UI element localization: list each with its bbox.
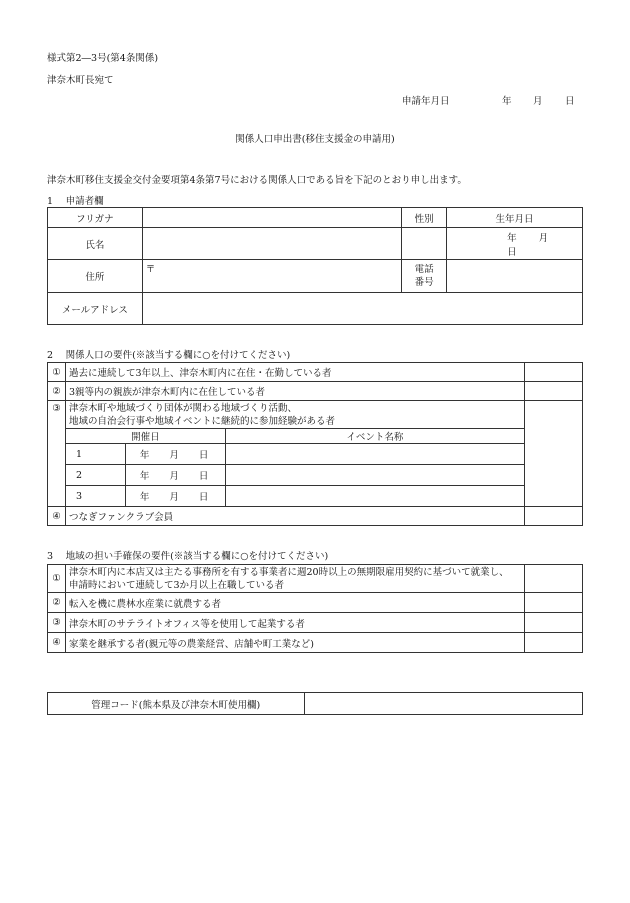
req3-item2-text: 転入を機に農林水産業に就農する者 — [65, 593, 524, 613]
admin-code-label: 管理コード(熊本県及び津奈木町使用欄) — [48, 693, 305, 715]
section3-heading: 3 地域の担い手確保の要件(※該当する欄に○を付けてください) — [47, 551, 329, 562]
event-row-2-name[interactable] — [225, 465, 524, 486]
address-label: 住所 — [48, 260, 143, 293]
birth-month: 月 — [538, 232, 549, 244]
event-row-1-name[interactable] — [225, 444, 524, 465]
req2-item1-check[interactable] — [525, 363, 583, 382]
req3-item4-check[interactable] — [525, 633, 583, 653]
workforce-requirements-table — [47, 564, 583, 653]
req2-item3-check[interactable] — [525, 401, 583, 507]
furigana-field[interactable] — [142, 208, 401, 228]
name-label: 氏名 — [48, 228, 143, 260]
date-day: 日 — [565, 96, 575, 107]
event-date-header: 開催日 — [65, 429, 225, 444]
event-row-3-date[interactable]: 年 月 日 — [125, 486, 225, 507]
event-row-3-name[interactable] — [225, 486, 524, 507]
req3-item3-text: 津奈木町のサテライトオフィス等を使用して起業する者 — [65, 613, 524, 633]
event-name-header: イベント名称 — [225, 429, 524, 444]
event-row-2-no: 2 — [65, 465, 125, 486]
intro-text: 津奈木町移住支援金交付金要項第4条第7号における関係人口である旨を下記のとおり申し出ます。 — [47, 175, 467, 186]
section1-heading: 1 申請者欄 — [47, 196, 104, 207]
req3-item4-no: ④ — [48, 633, 66, 653]
req3-item3-no: ③ — [48, 613, 66, 633]
postal-mark: 〒 — [145, 264, 156, 275]
req2-item3-text: 津奈木町や地域づくり団体が関わる地域づくり活動、 地域の自治会行事や地域イベントに継続的に参加経験がある者 — [65, 401, 524, 429]
addressee: 津奈木町長宛て — [47, 75, 114, 86]
req2-item4-check[interactable] — [525, 507, 583, 526]
birth-day: 日 — [507, 246, 517, 258]
admin-code-table — [47, 692, 583, 715]
req2-item3-no: ③ — [48, 401, 66, 507]
event-row-1-no: 1 — [65, 444, 125, 465]
req3-item1-check[interactable] — [525, 565, 583, 593]
form-number: 様式第2―3号(第4条関係) — [47, 53, 159, 64]
req3-item3-check[interactable] — [525, 613, 583, 633]
req3-item1-no: ① — [48, 565, 66, 593]
req3-item1-text: 津奈木町内に本店又は主たる事務所を有する事業者に週20時以上の無期限雇用契約に基づいて就業し、 申請時において連続して3か月以上在職している者 — [65, 565, 524, 593]
section2-heading: 2 関係人口の要件(※該当する欄に○を付けてください) — [47, 350, 291, 361]
date-year: 年 — [502, 96, 512, 107]
document-title: 関係人口申出書(移住支援金の申請用) — [235, 134, 395, 145]
furigana-label: フリガナ — [48, 208, 143, 228]
birthdate-field[interactable] — [447, 228, 583, 260]
req3-item2-check[interactable] — [525, 593, 583, 613]
name-field[interactable] — [142, 228, 401, 260]
req2-item4-no: ④ — [48, 507, 66, 526]
event-row-2-date[interactable]: 年 月 日 — [125, 465, 225, 486]
application-date-label: 申請年月日 — [402, 96, 450, 107]
req2-item2-no: ② — [48, 382, 66, 401]
req2-item2-text: 3親等内の親族が津奈木町内に在住している者 — [65, 382, 524, 401]
gender-label: 性別 — [402, 208, 447, 228]
req2-item2-check[interactable] — [525, 382, 583, 401]
event-row-3-no: 3 — [65, 486, 125, 507]
birthdate-label: 生年月日 — [447, 208, 583, 228]
phone-field[interactable] — [447, 260, 583, 293]
req2-item1-no: ① — [48, 363, 66, 382]
phone-label: 電話 番号 — [402, 260, 447, 293]
admin-code-field[interactable] — [304, 693, 582, 715]
gender-field[interactable] — [402, 228, 447, 260]
req3-item2-no: ② — [48, 593, 66, 613]
applicant-table — [47, 207, 583, 325]
email-label: メールアドレス — [48, 293, 143, 325]
email-field[interactable] — [142, 293, 582, 325]
req2-item1-text: 過去に連続して3年以上、津奈木町内に在住・在勤している者 — [65, 363, 524, 382]
address-field[interactable] — [142, 260, 401, 293]
date-month: 月 — [533, 96, 543, 107]
birth-year: 年 — [507, 232, 517, 244]
req3-item4-text: 家業を継承する者(親元等の農業経営、店舗や町工業など) — [65, 633, 524, 653]
relation-requirements-table — [47, 362, 583, 526]
event-row-1-date[interactable]: 年 月 日 — [125, 444, 225, 465]
req2-item4-text: つなぎファンクラブ会員 — [65, 507, 524, 526]
